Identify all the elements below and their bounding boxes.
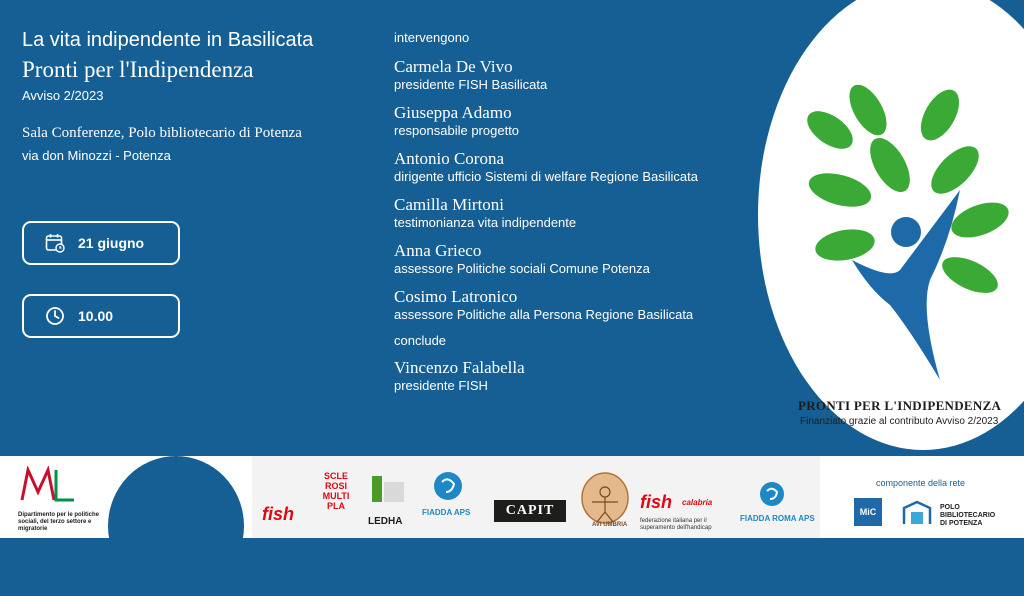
date-badge (22, 221, 180, 265)
event-info (22, 28, 382, 163)
speaker-role: testimonianza vita indipendente (394, 215, 577, 230)
conclude-label: conclude (394, 333, 447, 348)
speaker-name: Camilla Mirtoni (394, 195, 505, 214)
venue: Sala Conferenze, Polo bibliotecario di Potenza (22, 125, 302, 141)
footer-decorative-circle (108, 456, 244, 596)
polo-bibliotecario-text: POLO BIBLIOTECARIO DI POTENZA (940, 504, 996, 527)
ministry-text: Dipartimento per le politiche sociali, del terzo settore e migratorie (18, 512, 100, 532)
event-subtitle: La vita indipendente in Basilicata (22, 29, 314, 51)
speaker-role: assessore Politiche sociali Comune Potenza (394, 261, 650, 276)
time-text: 10.00 (78, 308, 114, 324)
speaker-name: Vincenzo Falabella (394, 358, 525, 377)
calabria-text: calabria (682, 498, 713, 507)
date-text: 21 giugno (78, 235, 145, 251)
speaker-name: Cosimo Latronico (394, 287, 518, 306)
sclerosi-multipla-logo: SCLE ROSI MULTI PLA (322, 471, 350, 511)
avi-umbria-text: AVI UMBRIA (592, 522, 628, 528)
speaker-role: presidente FISH Basilicata (394, 77, 548, 92)
speaker-role: assessore Politiche alla Persona Regione Basilicata (394, 307, 694, 322)
event-title: Pronti per l'Indipendenza (22, 57, 254, 82)
speaker-role: dirigente ufficio Sistemi di welfare Regione Basilicata (394, 169, 698, 184)
speaker-role: responsabile progetto (394, 123, 520, 138)
speaker-item (394, 103, 774, 139)
polo-bibliotecario-logo-icon (900, 498, 934, 526)
fiadda-roma-logo-icon (758, 480, 786, 508)
avi-umbria-logo-icon (580, 472, 630, 528)
fish-logo: fish (262, 504, 295, 524)
speaker-item (394, 241, 774, 277)
calendar-icon (44, 232, 66, 254)
brand-subtitle: Finanziato grazie al contributo Avviso 2/2023 (800, 416, 999, 427)
speaker-role: presidente FISH (394, 378, 488, 393)
speaker-name: Giuseppa Adamo (394, 103, 512, 122)
fiadda-logo-icon (432, 470, 464, 502)
speaker-name: Carmela De Vivo (394, 57, 513, 76)
ledha-logo-icon (370, 474, 406, 504)
brand-title: PRONTI PER L'INDIPENDENZA (798, 398, 1002, 413)
fiadda-roma-text: FIADDA ROMA APS (740, 514, 815, 523)
fish-calabria-logo: fish (640, 492, 673, 512)
closing-speaker (394, 358, 774, 394)
tree-person-logo-icon (790, 80, 1024, 390)
speakers-list (394, 30, 774, 404)
fiadda-text: FIADDA APS (422, 508, 471, 517)
speaker-item (394, 57, 774, 93)
mic-logo: MiC (854, 498, 882, 526)
speaker-item (394, 195, 774, 231)
avviso-label: Avviso 2/2023 (22, 88, 104, 103)
speaker-name: Antonio Corona (394, 149, 505, 168)
speaker-name: Anna Grieco (394, 241, 482, 260)
speaker-item (394, 149, 774, 185)
ledha-text: LEDHA (368, 516, 403, 527)
time-badge (22, 294, 180, 338)
fish-calabria-subtext: federazione italiana per il superamento dell'handicap (640, 518, 712, 531)
address: via don Minozzi - Potenza (22, 148, 171, 163)
ministry-logo-icon (18, 466, 78, 502)
rete-label: componente della rete (876, 478, 966, 488)
speaker-item (394, 287, 774, 323)
clock-icon (44, 305, 66, 327)
intervengono-label: intervengono (394, 30, 470, 45)
capit-logo: CAPIT (494, 500, 566, 522)
